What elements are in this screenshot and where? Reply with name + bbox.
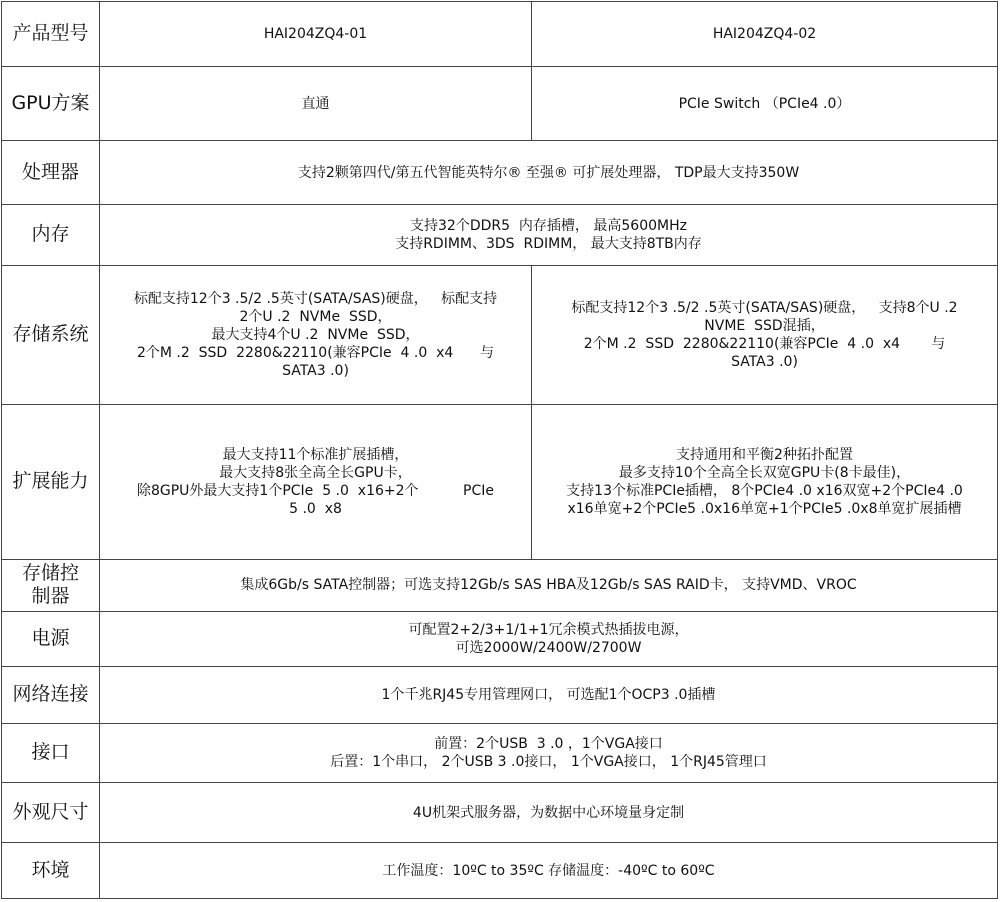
row-gpu [2,66,998,141]
controller-label-line: 制器 [31,585,70,608]
row-env [2,843,998,899]
expansion-line: 支持通用和平衡2种拓扑配置 [676,446,853,463]
ports-line: 前置：2个USB 3 .0 ，1个VGA接口 [434,735,663,752]
storage-line: 2个M .2 SSD 2280&22110(兼容PCIe 4 .0 x4 与 [583,335,946,352]
model-value-2: HAI204ZQ4-02 [532,2,998,67]
expansion-line: 支持13个标准PCIe插槽， 8个PCIe4 .0 x16双宽+2个PCIe4 .0 [566,482,963,499]
row-memory [2,205,998,266]
expansion-value-2 [532,405,998,560]
spec-table [1,1,998,899]
expansion-value-1 [100,405,532,560]
row-power [2,612,998,667]
memory-line: 支持32个DDR5 内存插槽， 最高5600MHz [410,217,687,234]
row-model [2,2,998,67]
env-value: 工作温度：10ºC to 35ºC 存储温度：-40ºC to 60ºC [100,843,998,899]
ports-line: 后置：1个串口， 2个USB 3 .0接口， 1个VGA接口， 1个RJ45管理口 [330,753,767,770]
gpu-value-1: 直通 [100,66,532,141]
expansion-line: 最多支持10个全高全长双宽GPU卡(8卡最佳)， [618,464,911,481]
env-label: 环境 [2,843,100,899]
storage-label: 存储系统 [2,265,100,404]
gpu-label: GPU方案 [2,66,100,141]
storage-value-2 [532,265,998,404]
storage-line: 最大支持4个U .2 NVMe SSD， [211,326,420,343]
expansion-line: 最大支持11个标准扩展插槽， [222,446,409,463]
row-ports [2,724,998,783]
controller-value: 集成6Gb/s SATA控制器；可选支持12Gb/s SAS HBA及12Gb/s SAS RAID卡， 支持VMD、VROC [100,559,998,612]
storage-line: 标配支持12个3 .5/2 .5英寸(SATA/SAS)硬盘， 标配支持 [133,290,498,307]
row-storage [2,265,998,404]
model-label: 产品型号 [2,2,100,67]
controller-label-line: 存储控 [21,562,79,585]
row-network [2,666,998,724]
row-cpu [2,141,998,205]
storage-value-1 [100,265,532,404]
expansion-line: 5 .0 x8 [289,500,342,517]
row-controller [2,559,998,612]
expansion-line: x16单宽+2个PCIe5 .0x16单宽+1个PCIe5 .0x8单宽扩展插槽 [567,500,962,517]
storage-line: SATA3 .0) [282,362,349,379]
memory-label: 内存 [2,205,100,266]
row-expansion [2,405,998,560]
expansion-line: 除8GPU外最大支持1个PCIe 5 .0 x16+2个 PCIe [136,482,495,499]
storage-line: 标配支持12个3 .5/2 .5英寸(SATA/SAS)硬盘， 支持8个U .2 [571,299,958,316]
storage-line: SATA3 .0) [731,353,798,370]
row-form [2,782,998,843]
power-value [100,612,998,667]
storage-line: NVME SSD混插， [704,317,825,334]
ports-value [100,724,998,783]
cpu-value: 支持2颗第四代/第五代智能英特尔® 至强® 可扩展处理器， TDP最大支持350W [100,141,998,205]
form-value: 4U机架式服务器，为数据中心环境量身定制 [100,782,998,843]
ports-label: 接口 [2,724,100,783]
storage-line: 2个M .2 SSD 2280&22110(兼容PCIe 4 .0 x4 与 [136,344,495,361]
cpu-label: 处理器 [2,141,100,205]
model-value-1: HAI204ZQ4-01 [100,2,532,67]
network-label: 网络连接 [2,666,100,724]
form-label: 外观尺寸 [2,782,100,843]
controller-label [2,559,100,612]
memory-line: 支持RDIMM、3DS RDIMM， 最大支持8TB内存 [395,235,702,252]
power-label: 电源 [2,612,100,667]
expansion-line: 最大支持8张全高全长GPU卡， [219,464,412,481]
network-value: 1个千兆RJ45专用管理网口， 可选配1个OCP3 .0插槽 [100,666,998,724]
power-line: 可配置2+2/3+1/1+1冗余模式热插拔电源， [408,621,689,638]
gpu-value-2: PCIe Switch （PCIe4 .0） [532,66,998,141]
power-line: 可选2000W/2400W/2700W [455,639,642,656]
expansion-label: 扩展能力 [2,405,100,560]
storage-line: 2个U .2 NVMe SSD， [239,308,392,325]
memory-value [100,205,998,266]
